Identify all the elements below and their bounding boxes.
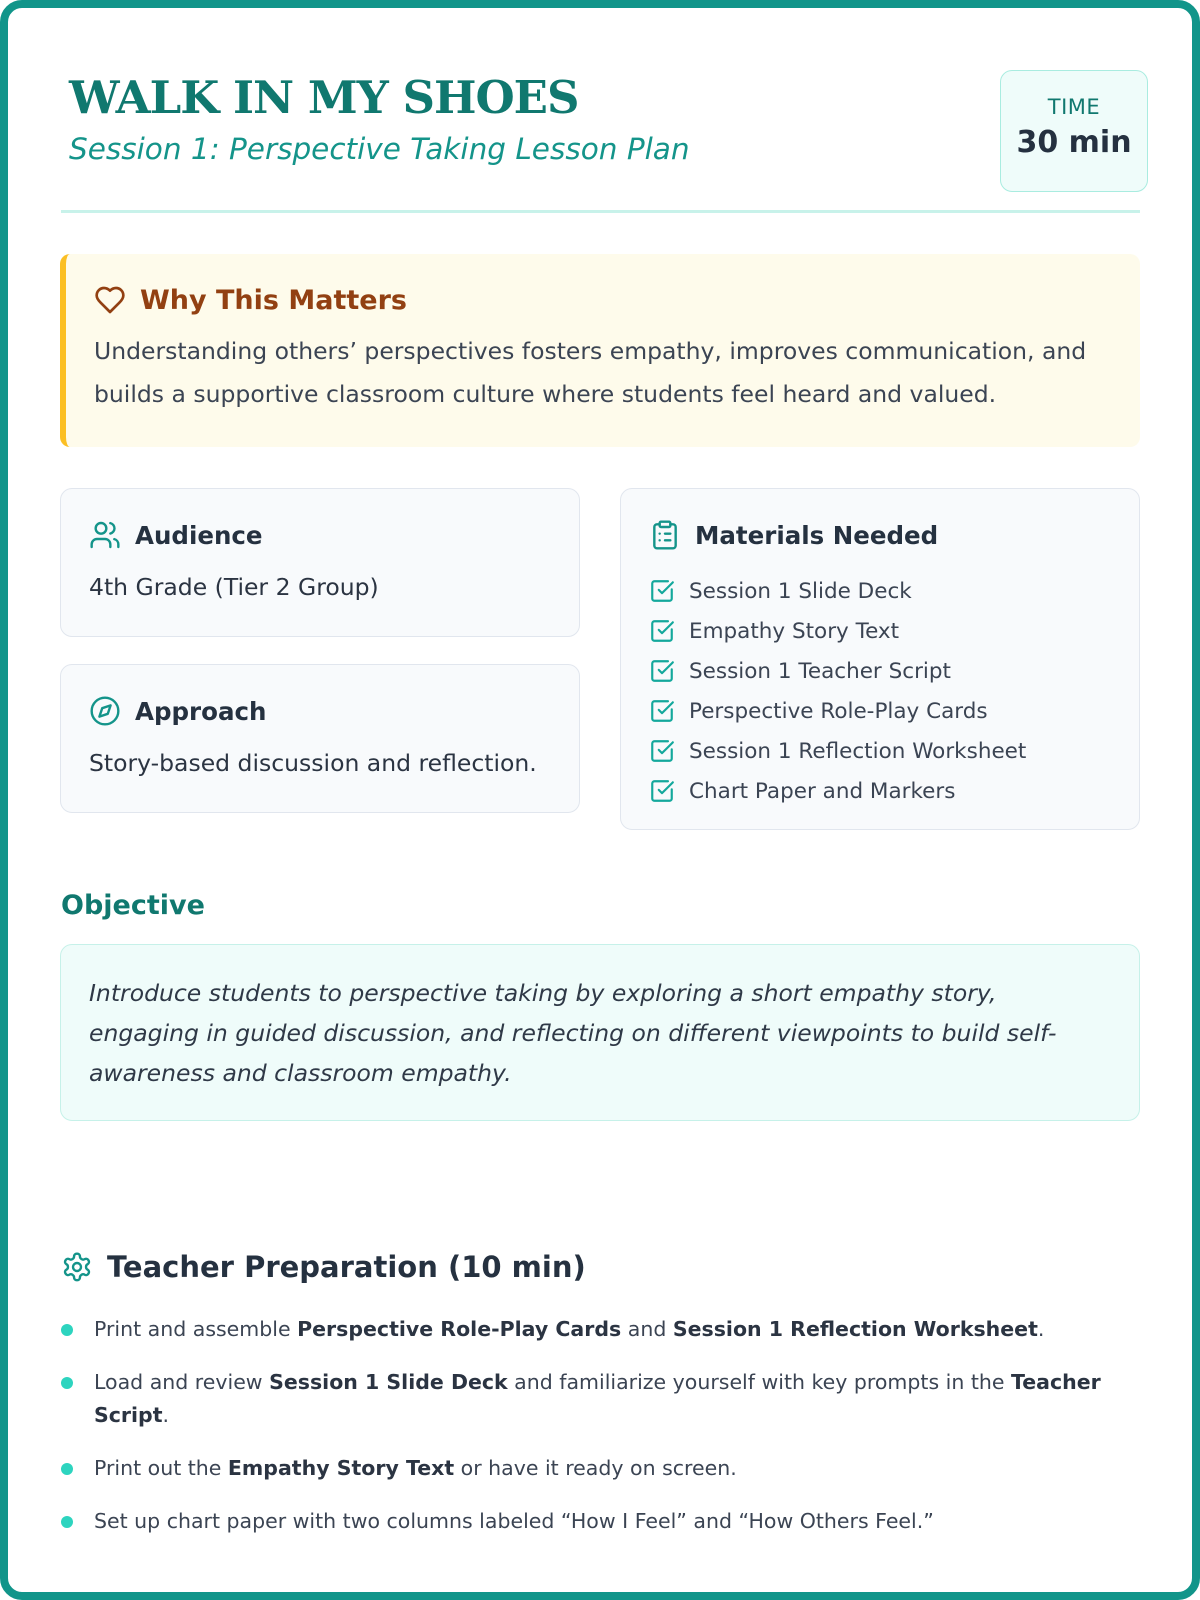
list-item: Print out the Empathy Story Text or have it ready on screen. [61, 1452, 1111, 1485]
bullet-dot-icon [61, 1463, 73, 1475]
materials-item [649, 611, 1111, 651]
why-this-matters-callout [60, 254, 1140, 447]
materials-item-label: Session 1 Slide Deck [689, 578, 912, 604]
audience-title: Audience [135, 520, 263, 550]
why-text: Understanding others’ perspectives fosters empathy, improves communication, and builds a supportive classroom culture where students feel heard and valued. [94, 337, 1087, 408]
heart-icon [94, 284, 126, 316]
teacher-prep-header [61, 1250, 586, 1284]
audience-card [60, 488, 580, 637]
objective-box [60, 944, 1140, 1121]
materials-item [649, 731, 1111, 771]
audience-text: 4th Grade (Tier 2 Group) [89, 573, 379, 601]
approach-text: Story-based discussion and reflection. [89, 749, 537, 777]
materials-item-label: Perspective Role-Play Cards [689, 698, 988, 724]
bullet-dot-icon [61, 1377, 73, 1389]
page-title: WALK IN MY SHOES [69, 71, 579, 124]
list-item: Print and assemble Perspective Role-Play Cards and Session 1 Reflection Worksheet. [61, 1313, 1111, 1346]
header [69, 70, 1148, 220]
bullet-dot-icon [61, 1516, 73, 1528]
time-value: 30 min [1016, 125, 1132, 160]
materials-list [649, 571, 1111, 811]
materials-item [649, 771, 1111, 811]
materials-item-label: Session 1 Teacher Script [689, 658, 951, 684]
bullet-dot-icon [61, 1324, 73, 1336]
list-item: Set up chart paper with two columns labeled “How I Feel” and “How Others Feel.” [61, 1505, 1111, 1538]
compass-icon [89, 695, 121, 727]
checkbox-checked-icon [649, 778, 675, 804]
materials-item-label: Session 1 Reflection Worksheet [689, 738, 1027, 764]
materials-item [649, 571, 1111, 611]
teacher-prep-list [61, 1313, 1111, 1558]
objective-text: Introduce students to perspective taking by exploring a short empathy story, engaging in guided discussion, and reflecting on different viewpoints to build self-awareness and classroom empathy. [89, 979, 1057, 1087]
list-item: Load and review Session 1 Slide Deck and familiarize yourself with key prompts in the Teacher Script. [61, 1366, 1111, 1432]
objective-heading: Objective [61, 890, 205, 921]
approach-card [60, 664, 580, 813]
page-subtitle: Session 1: Perspective Taking Lesson Plan [69, 132, 690, 166]
approach-title: Approach [135, 696, 267, 726]
checkbox-checked-icon [649, 618, 675, 644]
materials-item-label: Empathy Story Text [689, 618, 900, 644]
checkbox-checked-icon [649, 698, 675, 724]
materials-item-label: Chart Paper and Markers [689, 778, 956, 804]
gear-icon [61, 1251, 93, 1283]
checkbox-checked-icon [649, 658, 675, 684]
materials-item [649, 691, 1111, 731]
checkbox-checked-icon [649, 578, 675, 604]
teacher-prep-title: Teacher Preparation (10 min) [107, 1250, 586, 1284]
time-label: TIME [1047, 95, 1101, 119]
materials-card [620, 488, 1140, 830]
clipboard-icon [649, 519, 681, 551]
users-icon [89, 519, 121, 551]
why-title: Why This Matters [140, 284, 407, 316]
materials-item [649, 651, 1111, 691]
checkbox-checked-icon [649, 738, 675, 764]
time-badge [1000, 70, 1148, 192]
materials-title: Materials Needed [695, 520, 939, 550]
header-divider [61, 210, 1140, 213]
